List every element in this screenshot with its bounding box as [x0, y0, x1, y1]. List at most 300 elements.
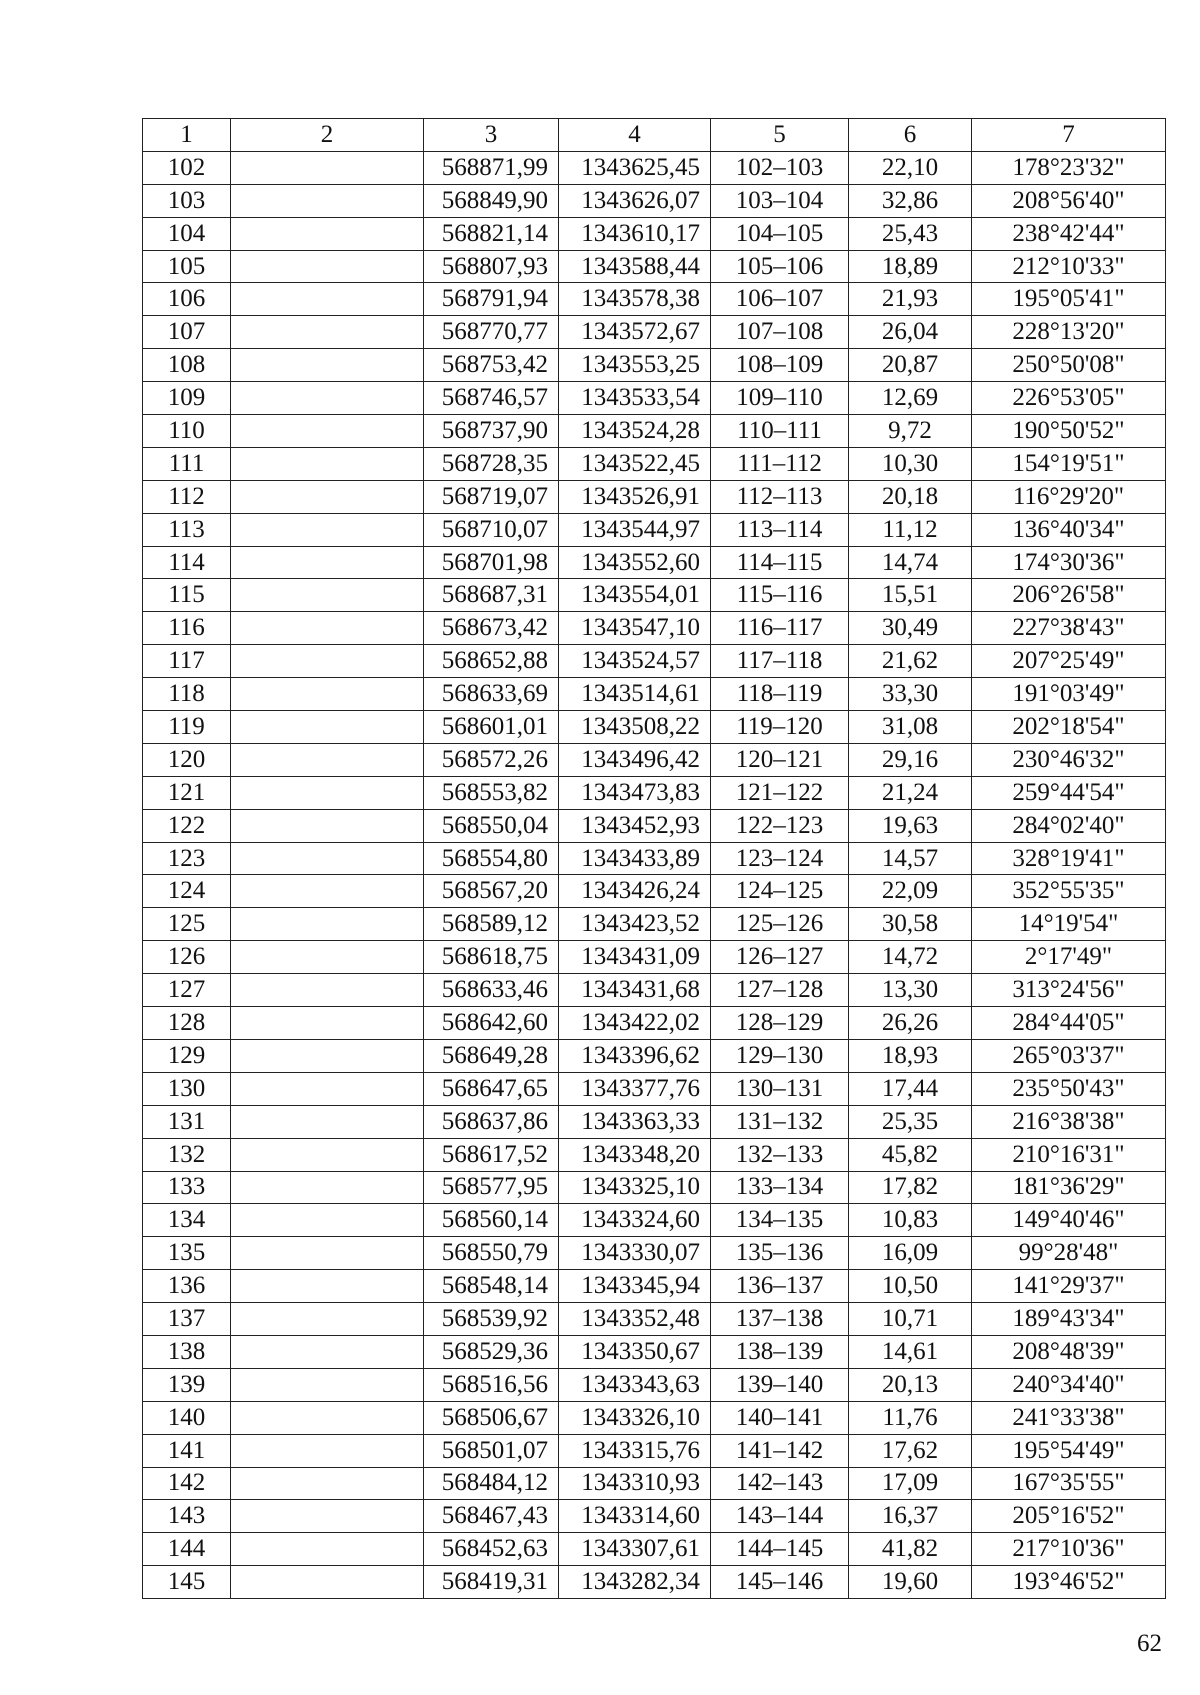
segment-cell: 109–110 [711, 382, 849, 415]
description-cell [231, 1270, 424, 1303]
point-number-cell: 129 [143, 1039, 231, 1072]
distance-cell: 14,61 [849, 1335, 972, 1368]
bearing-cell: 250°50'08" [972, 349, 1166, 382]
description-cell [231, 480, 424, 513]
table-row [143, 1237, 1166, 1270]
segment-cell: 123–124 [711, 842, 849, 875]
y-coordinate-cell: 1343625,45 [559, 151, 711, 184]
distance-cell: 41,82 [849, 1533, 972, 1566]
point-number-cell: 131 [143, 1105, 231, 1138]
bearing-cell: 230°46'32" [972, 743, 1166, 776]
y-coordinate-cell: 1343310,93 [559, 1467, 711, 1500]
bearing-cell: 227°38'43" [972, 612, 1166, 645]
table-row [143, 415, 1166, 448]
bearing-cell: 206°26'58" [972, 579, 1166, 612]
description-cell [231, 1171, 424, 1204]
bearing-cell: 141°29'37" [972, 1270, 1166, 1303]
segment-cell: 117–118 [711, 645, 849, 678]
description-cell [231, 1467, 424, 1500]
description-cell [231, 184, 424, 217]
description-cell [231, 1303, 424, 1336]
y-coordinate-cell: 1343578,38 [559, 283, 711, 316]
point-number-cell: 107 [143, 316, 231, 349]
table-row [143, 382, 1166, 415]
distance-cell: 15,51 [849, 579, 972, 612]
y-coordinate-cell: 1343330,07 [559, 1237, 711, 1270]
bearing-cell: 14°19'54" [972, 908, 1166, 941]
y-coordinate-cell: 1343544,97 [559, 513, 711, 546]
bearing-cell: 189°43'34" [972, 1303, 1166, 1336]
point-number-cell: 112 [143, 480, 231, 513]
x-coordinate-cell: 568560,14 [424, 1204, 559, 1237]
x-coordinate-cell: 568506,67 [424, 1401, 559, 1434]
y-coordinate-cell: 1343508,22 [559, 711, 711, 744]
table-row [143, 513, 1166, 546]
segment-cell: 103–104 [711, 184, 849, 217]
distance-cell: 17,09 [849, 1467, 972, 1500]
bearing-cell: 193°46'52" [972, 1566, 1166, 1599]
table-row [143, 579, 1166, 612]
y-coordinate-cell: 1343452,93 [559, 809, 711, 842]
table-row [143, 1401, 1166, 1434]
distance-cell: 10,71 [849, 1303, 972, 1336]
distance-cell: 18,93 [849, 1039, 972, 1072]
y-coordinate-cell: 1343422,02 [559, 1007, 711, 1040]
header-cell-col-6: 6 [849, 119, 972, 152]
y-coordinate-cell: 1343524,57 [559, 645, 711, 678]
point-number-cell: 109 [143, 382, 231, 415]
description-cell [231, 1401, 424, 1434]
bearing-cell: 259°44'54" [972, 776, 1166, 809]
y-coordinate-cell: 1343522,45 [559, 447, 711, 480]
description-cell [231, 447, 424, 480]
point-number-cell: 105 [143, 250, 231, 283]
point-number-cell: 102 [143, 151, 231, 184]
distance-cell: 16,09 [849, 1237, 972, 1270]
segment-cell: 125–126 [711, 908, 849, 941]
header-cell-col-2: 2 [231, 119, 424, 152]
point-number-cell: 138 [143, 1335, 231, 1368]
table-row [143, 1533, 1166, 1566]
bearing-cell: 284°02'40" [972, 809, 1166, 842]
bearing-cell: 241°33'38" [972, 1401, 1166, 1434]
segment-cell: 129–130 [711, 1039, 849, 1072]
distance-cell: 10,50 [849, 1270, 972, 1303]
segment-cell: 135–136 [711, 1237, 849, 1270]
description-cell [231, 1204, 424, 1237]
distance-cell: 17,44 [849, 1072, 972, 1105]
table-row [143, 711, 1166, 744]
bearing-cell: 154°19'51" [972, 447, 1166, 480]
y-coordinate-cell: 1343610,17 [559, 217, 711, 250]
distance-cell: 14,57 [849, 842, 972, 875]
y-coordinate-cell: 1343431,68 [559, 974, 711, 1007]
bearing-cell: 149°40'46" [972, 1204, 1166, 1237]
description-cell [231, 1368, 424, 1401]
description-cell [231, 1434, 424, 1467]
bearing-cell: 195°54'49" [972, 1434, 1166, 1467]
distance-cell: 16,37 [849, 1500, 972, 1533]
description-cell [231, 217, 424, 250]
x-coordinate-cell: 568617,52 [424, 1138, 559, 1171]
bearing-cell: 167°35'55" [972, 1467, 1166, 1500]
bearing-cell: 99°28'48" [972, 1237, 1166, 1270]
x-coordinate-cell: 568633,46 [424, 974, 559, 1007]
y-coordinate-cell: 1343348,20 [559, 1138, 711, 1171]
table-row [143, 546, 1166, 579]
x-coordinate-cell: 568572,26 [424, 743, 559, 776]
x-coordinate-cell: 568539,92 [424, 1303, 559, 1336]
y-coordinate-cell: 1343423,52 [559, 908, 711, 941]
x-coordinate-cell: 568467,43 [424, 1500, 559, 1533]
description-cell [231, 349, 424, 382]
description-cell [231, 316, 424, 349]
description-cell [231, 250, 424, 283]
distance-cell: 32,86 [849, 184, 972, 217]
distance-cell: 19,60 [849, 1566, 972, 1599]
description-cell [231, 1138, 424, 1171]
table-row [143, 875, 1166, 908]
description-cell [231, 1039, 424, 1072]
bearing-cell: 136°40'34" [972, 513, 1166, 546]
segment-cell: 145–146 [711, 1566, 849, 1599]
table-row [143, 1072, 1166, 1105]
description-cell [231, 415, 424, 448]
distance-cell: 21,93 [849, 283, 972, 316]
point-number-cell: 141 [143, 1434, 231, 1467]
segment-cell: 124–125 [711, 875, 849, 908]
segment-cell: 128–129 [711, 1007, 849, 1040]
x-coordinate-cell: 568770,77 [424, 316, 559, 349]
x-coordinate-cell: 568746,57 [424, 382, 559, 415]
y-coordinate-cell: 1343345,94 [559, 1270, 711, 1303]
point-number-cell: 137 [143, 1303, 231, 1336]
distance-cell: 20,87 [849, 349, 972, 382]
distance-cell: 11,12 [849, 513, 972, 546]
bearing-cell: 217°10'36" [972, 1533, 1166, 1566]
segment-cell: 130–131 [711, 1072, 849, 1105]
description-cell [231, 151, 424, 184]
table-row [143, 1500, 1166, 1533]
point-number-cell: 110 [143, 415, 231, 448]
description-cell [231, 1335, 424, 1368]
table-row [143, 480, 1166, 513]
table-row [143, 1434, 1166, 1467]
x-coordinate-cell: 568637,86 [424, 1105, 559, 1138]
y-coordinate-cell: 1343426,24 [559, 875, 711, 908]
y-coordinate-cell: 1343514,61 [559, 678, 711, 711]
bearing-cell: 190°50'52" [972, 415, 1166, 448]
point-number-cell: 126 [143, 941, 231, 974]
bearing-cell: 265°03'37" [972, 1039, 1166, 1072]
y-coordinate-cell: 1343307,61 [559, 1533, 711, 1566]
point-number-cell: 139 [143, 1368, 231, 1401]
bearing-cell: 2°17'49" [972, 941, 1166, 974]
segment-cell: 139–140 [711, 1368, 849, 1401]
x-coordinate-cell: 568577,95 [424, 1171, 559, 1204]
point-number-cell: 123 [143, 842, 231, 875]
point-number-cell: 125 [143, 908, 231, 941]
description-cell [231, 1237, 424, 1270]
table-row [143, 1335, 1166, 1368]
description-cell [231, 941, 424, 974]
y-coordinate-cell: 1343282,34 [559, 1566, 711, 1599]
point-number-cell: 114 [143, 546, 231, 579]
bearing-cell: 328°19'41" [972, 842, 1166, 875]
segment-cell: 144–145 [711, 1533, 849, 1566]
y-coordinate-cell: 1343526,91 [559, 480, 711, 513]
table-row [143, 217, 1166, 250]
bearing-cell: 212°10'33" [972, 250, 1166, 283]
distance-cell: 14,72 [849, 941, 972, 974]
x-coordinate-cell: 568548,14 [424, 1270, 559, 1303]
distance-cell: 14,74 [849, 546, 972, 579]
bearing-cell: 195°05'41" [972, 283, 1166, 316]
segment-cell: 140–141 [711, 1401, 849, 1434]
bearing-cell: 181°36'29" [972, 1171, 1166, 1204]
segment-cell: 108–109 [711, 349, 849, 382]
distance-cell: 33,30 [849, 678, 972, 711]
segment-cell: 118–119 [711, 678, 849, 711]
y-coordinate-cell: 1343553,25 [559, 349, 711, 382]
y-coordinate-cell: 1343433,89 [559, 842, 711, 875]
table-row [143, 908, 1166, 941]
y-coordinate-cell: 1343343,63 [559, 1368, 711, 1401]
bearing-cell: 210°16'31" [972, 1138, 1166, 1171]
description-cell [231, 842, 424, 875]
point-number-cell: 103 [143, 184, 231, 217]
y-coordinate-cell: 1343431,09 [559, 941, 711, 974]
segment-cell: 126–127 [711, 941, 849, 974]
point-number-cell: 142 [143, 1467, 231, 1500]
description-cell [231, 908, 424, 941]
header-row [143, 119, 1166, 152]
description-cell [231, 678, 424, 711]
header-cell-col-3: 3 [424, 119, 559, 152]
segment-cell: 134–135 [711, 1204, 849, 1237]
table-row [143, 1467, 1166, 1500]
segment-cell: 116–117 [711, 612, 849, 645]
point-number-cell: 134 [143, 1204, 231, 1237]
x-coordinate-cell: 568501,07 [424, 1434, 559, 1467]
segment-cell: 102–103 [711, 151, 849, 184]
description-cell [231, 1072, 424, 1105]
point-number-cell: 119 [143, 711, 231, 744]
x-coordinate-cell: 568452,63 [424, 1533, 559, 1566]
description-cell [231, 513, 424, 546]
distance-cell: 22,09 [849, 875, 972, 908]
y-coordinate-cell: 1343326,10 [559, 1401, 711, 1434]
y-coordinate-cell: 1343325,10 [559, 1171, 711, 1204]
y-coordinate-cell: 1343377,76 [559, 1072, 711, 1105]
y-coordinate-cell: 1343496,42 [559, 743, 711, 776]
distance-cell: 21,62 [849, 645, 972, 678]
bearing-cell: 238°42'44" [972, 217, 1166, 250]
bearing-cell: 352°55'35" [972, 875, 1166, 908]
distance-cell: 17,62 [849, 1434, 972, 1467]
y-coordinate-cell: 1343473,83 [559, 776, 711, 809]
distance-cell: 25,35 [849, 1105, 972, 1138]
y-coordinate-cell: 1343324,60 [559, 1204, 711, 1237]
point-number-cell: 121 [143, 776, 231, 809]
bearing-cell: 208°56'40" [972, 184, 1166, 217]
point-number-cell: 108 [143, 349, 231, 382]
y-coordinate-cell: 1343315,76 [559, 1434, 711, 1467]
distance-cell: 26,26 [849, 1007, 972, 1040]
table-row [143, 184, 1166, 217]
description-cell [231, 1566, 424, 1599]
y-coordinate-cell: 1343626,07 [559, 184, 711, 217]
description-cell [231, 1105, 424, 1138]
segment-cell: 113–114 [711, 513, 849, 546]
bearing-cell: 202°18'54" [972, 711, 1166, 744]
segment-cell: 131–132 [711, 1105, 849, 1138]
distance-cell: 17,82 [849, 1171, 972, 1204]
description-cell [231, 382, 424, 415]
segment-cell: 115–116 [711, 579, 849, 612]
x-coordinate-cell: 568601,01 [424, 711, 559, 744]
point-number-cell: 113 [143, 513, 231, 546]
segment-cell: 141–142 [711, 1434, 849, 1467]
distance-cell: 9,72 [849, 415, 972, 448]
bearing-cell: 116°29'20" [972, 480, 1166, 513]
table-body [143, 151, 1166, 1598]
point-number-cell: 144 [143, 1533, 231, 1566]
x-coordinate-cell: 568618,75 [424, 941, 559, 974]
x-coordinate-cell: 568737,90 [424, 415, 559, 448]
distance-cell: 25,43 [849, 217, 972, 250]
x-coordinate-cell: 568633,69 [424, 678, 559, 711]
bearing-cell: 208°48'39" [972, 1335, 1166, 1368]
distance-cell: 21,24 [849, 776, 972, 809]
x-coordinate-cell: 568554,80 [424, 842, 559, 875]
segment-cell: 119–120 [711, 711, 849, 744]
y-coordinate-cell: 1343350,67 [559, 1335, 711, 1368]
point-number-cell: 127 [143, 974, 231, 1007]
point-number-cell: 117 [143, 645, 231, 678]
distance-cell: 30,58 [849, 908, 972, 941]
distance-cell: 45,82 [849, 1138, 972, 1171]
segment-cell: 114–115 [711, 546, 849, 579]
table-row [143, 941, 1166, 974]
x-coordinate-cell: 568849,90 [424, 184, 559, 217]
x-coordinate-cell: 568710,07 [424, 513, 559, 546]
description-cell [231, 1500, 424, 1533]
segment-cell: 111–112 [711, 447, 849, 480]
header-cell-col-7: 7 [972, 119, 1166, 152]
table-row [143, 678, 1166, 711]
description-cell [231, 645, 424, 678]
point-number-cell: 145 [143, 1566, 231, 1599]
description-cell [231, 711, 424, 744]
description-cell [231, 974, 424, 1007]
bearing-cell: 216°38'38" [972, 1105, 1166, 1138]
x-coordinate-cell: 568821,14 [424, 217, 559, 250]
segment-cell: 105–106 [711, 250, 849, 283]
point-number-cell: 115 [143, 579, 231, 612]
page-number: 62 [1137, 1630, 1162, 1657]
table-row [143, 842, 1166, 875]
bearing-cell: 205°16'52" [972, 1500, 1166, 1533]
table-row [143, 1138, 1166, 1171]
x-coordinate-cell: 568728,35 [424, 447, 559, 480]
distance-cell: 22,10 [849, 151, 972, 184]
point-number-cell: 122 [143, 809, 231, 842]
table-row [143, 809, 1166, 842]
distance-cell: 13,30 [849, 974, 972, 1007]
segment-cell: 133–134 [711, 1171, 849, 1204]
point-number-cell: 132 [143, 1138, 231, 1171]
description-cell [231, 546, 424, 579]
x-coordinate-cell: 568807,93 [424, 250, 559, 283]
x-coordinate-cell: 568701,98 [424, 546, 559, 579]
distance-cell: 19,63 [849, 809, 972, 842]
point-number-cell: 135 [143, 1237, 231, 1270]
table-row [143, 743, 1166, 776]
distance-cell: 20,18 [849, 480, 972, 513]
x-coordinate-cell: 568791,94 [424, 283, 559, 316]
distance-cell: 11,76 [849, 1401, 972, 1434]
distance-cell: 12,69 [849, 382, 972, 415]
distance-cell: 10,83 [849, 1204, 972, 1237]
point-number-cell: 140 [143, 1401, 231, 1434]
point-number-cell: 111 [143, 447, 231, 480]
description-cell [231, 283, 424, 316]
table-row [143, 1171, 1166, 1204]
bearing-cell: 228°13'20" [972, 316, 1166, 349]
table-row [143, 250, 1166, 283]
segment-cell: 110–111 [711, 415, 849, 448]
point-number-cell: 106 [143, 283, 231, 316]
x-coordinate-cell: 568719,07 [424, 480, 559, 513]
bearing-cell: 191°03'49" [972, 678, 1166, 711]
table-row [143, 1204, 1166, 1237]
table-row [143, 316, 1166, 349]
segment-cell: 106–107 [711, 283, 849, 316]
x-coordinate-cell: 568553,82 [424, 776, 559, 809]
y-coordinate-cell: 1343554,01 [559, 579, 711, 612]
table-header [143, 119, 1166, 152]
point-number-cell: 116 [143, 612, 231, 645]
segment-cell: 132–133 [711, 1138, 849, 1171]
y-coordinate-cell: 1343572,67 [559, 316, 711, 349]
point-number-cell: 104 [143, 217, 231, 250]
description-cell [231, 743, 424, 776]
header-cell-col-1: 1 [143, 119, 231, 152]
table-row [143, 1270, 1166, 1303]
distance-cell: 18,89 [849, 250, 972, 283]
segment-cell: 137–138 [711, 1303, 849, 1336]
bearing-cell: 235°50'43" [972, 1072, 1166, 1105]
y-coordinate-cell: 1343352,48 [559, 1303, 711, 1336]
x-coordinate-cell: 568673,42 [424, 612, 559, 645]
segment-cell: 143–144 [711, 1500, 849, 1533]
distance-cell: 31,08 [849, 711, 972, 744]
description-cell [231, 1533, 424, 1566]
table-row [143, 1368, 1166, 1401]
segment-cell: 112–113 [711, 480, 849, 513]
description-cell [231, 776, 424, 809]
table-row [143, 1566, 1166, 1599]
x-coordinate-cell: 568516,56 [424, 1368, 559, 1401]
distance-cell: 10,30 [849, 447, 972, 480]
y-coordinate-cell: 1343533,54 [559, 382, 711, 415]
x-coordinate-cell: 568589,12 [424, 908, 559, 941]
x-coordinate-cell: 568550,04 [424, 809, 559, 842]
bearing-cell: 313°24'56" [972, 974, 1166, 1007]
distance-cell: 29,16 [849, 743, 972, 776]
y-coordinate-cell: 1343524,28 [559, 415, 711, 448]
